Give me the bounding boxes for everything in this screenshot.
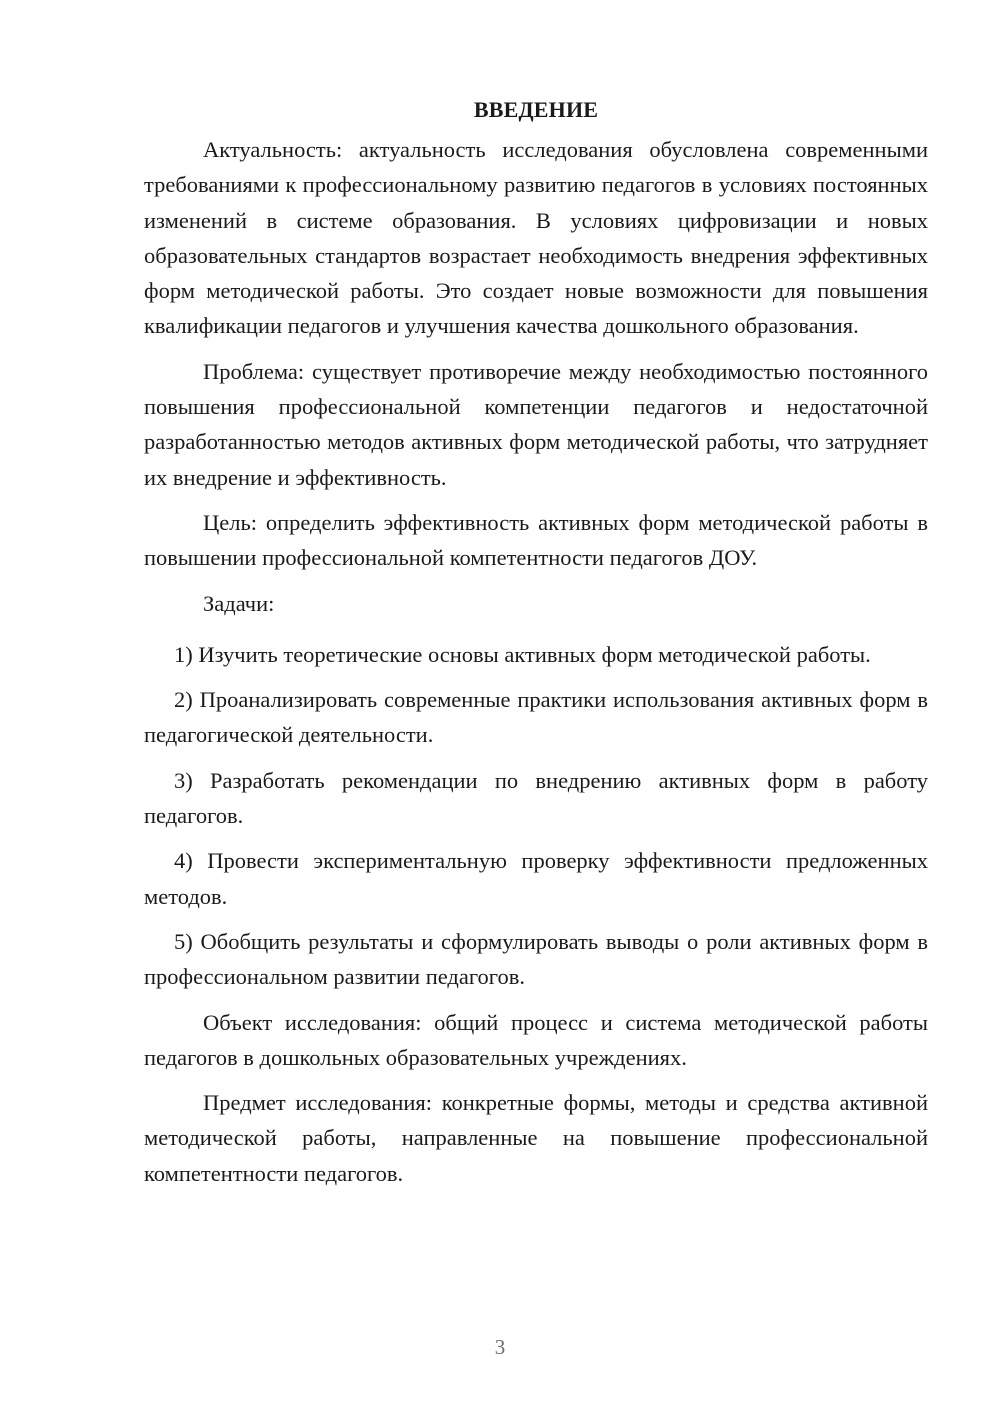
task-item: 2) Проанализировать современные практики использования активных форм в педагогической деятельности. (144, 687, 928, 748)
section-heading: ВВЕДЕНИЕ (473, 97, 599, 122)
page-number: 3 (494, 1335, 506, 1359)
task-item: 5) Обобщить результаты и сформулировать выводы о роли активных форм в профессиональном развитии педагогов. (144, 928, 928, 990)
page-content (144, 92, 928, 1201)
problem-paragraph: Проблема: существует противоречие между необходимостью постоянного повышения профессиональной компетенции педагогов и недостаточной разработанностью методов активных форм методической работы, что затрудняет их внедрение и эффективность. (144, 358, 928, 490)
goal-paragraph: Цель: определить эффективность активных форм методической работы в повышении профессиональной компетентности педагогов ДОУ. (144, 509, 928, 571)
task-item: 3) Разработать рекомендации по внедрению активных форм в работу педагогов. (144, 767, 928, 829)
task-item: 4) Провести экспериментальную проверку эффективности предложенных методов. (144, 848, 928, 909)
subject-paragraph: Предмет исследования: конкретные формы, методы и средства активной методической работы, направленные на повышение профессиональной компетентности педагогов. (144, 1090, 928, 1186)
tasks-label: Задачи: (203, 590, 275, 616)
task-item: 1) Изучить теоретические основы активных форм методической работы. (174, 641, 871, 667)
tasks-list (144, 637, 928, 995)
object-paragraph: Объект исследования: общий процесс и система методической работы педагогов в дошкольных образовательных учреждениях. (144, 1009, 928, 1070)
relevance-paragraph: Актуальность: актуальность исследования обусловлена современными требованиями к профессиональному развитию педагогов в условиях постоянных изменений в системе образования. В условиях цифровизации и новых образовательных стандартов возрастает необходимость внедрения эффективных форм методической работы. Это создает новые возможности для повышения квалификации педагогов и улучшения качества дошкольного образования. (144, 137, 928, 339)
